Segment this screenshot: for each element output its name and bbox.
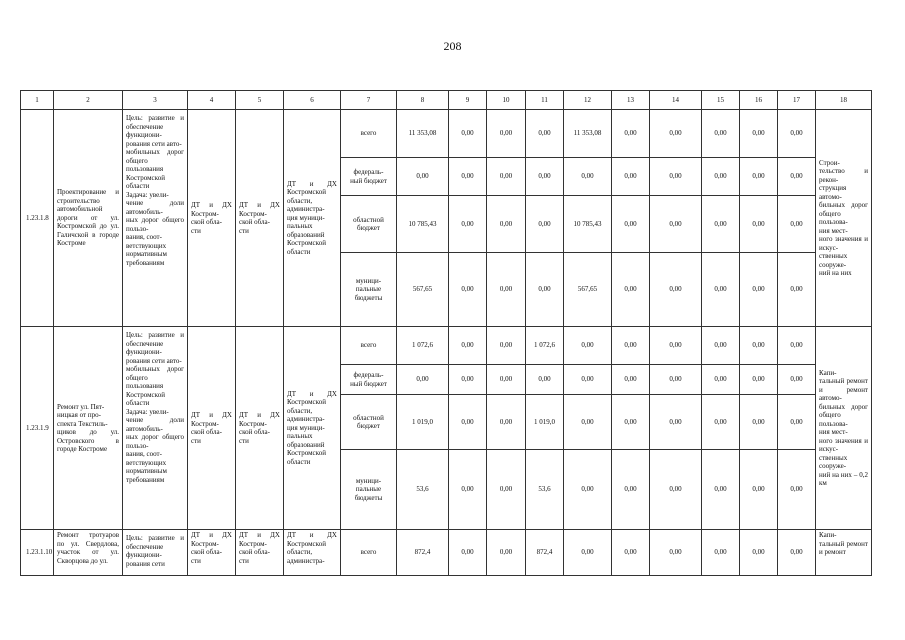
value-cell: 0,00 (487, 395, 526, 450)
value-cell: 0,00 (612, 196, 650, 253)
funding-source: всего (341, 327, 397, 365)
value-cell: 0,00 (612, 450, 650, 530)
value-cell: 0,00 (778, 450, 816, 530)
value-cell: 10 785,43 (564, 196, 612, 253)
funding-source: всего (341, 530, 397, 576)
value-cell: 0,00 (740, 327, 778, 365)
column-number: 11 (526, 91, 564, 110)
value-cell: 0,00 (612, 158, 650, 196)
value-cell: 0,00 (778, 327, 816, 365)
participants: ДТ и ДХ Костромской области, администра- ция муници- пальных образований Костромской области (284, 327, 341, 530)
value-cell: 10 785,43 (397, 196, 449, 253)
value-cell: 0,00 (449, 196, 487, 253)
column-number: 14 (650, 91, 702, 110)
column-number: 6 (284, 91, 341, 110)
participants: ДТ и ДХ Костромской области, администра- (284, 530, 341, 576)
column-number: 12 (564, 91, 612, 110)
table-row (21, 530, 872, 576)
funding-source: всего (341, 110, 397, 158)
column-number: 15 (702, 91, 740, 110)
funding-source: областной бюджет (341, 196, 397, 253)
value-cell: 1 072,6 (397, 327, 449, 365)
co-executor: ДТ и ДХ Костром- ской обла- сти (236, 327, 284, 530)
value-cell: 0,00 (650, 365, 702, 395)
value-cell: 0,00 (564, 158, 612, 196)
funding-source: муници- пальные бюджеты (341, 253, 397, 327)
responsible-executor: ДТ и ДХ Костром- ской обла- сти (188, 530, 236, 576)
value-cell: 0,00 (650, 327, 702, 365)
value-cell: 0,00 (702, 110, 740, 158)
value-cell: 11 353,08 (397, 110, 449, 158)
value-cell: 0,00 (449, 158, 487, 196)
value-cell: 0,00 (650, 158, 702, 196)
value-cell: 53,6 (526, 450, 564, 530)
column-number: 4 (188, 91, 236, 110)
value-cell: 0,00 (778, 530, 816, 576)
expected-result: Капи- тальный ремонт и ремонт (816, 530, 872, 576)
value-cell: 53,6 (397, 450, 449, 530)
value-cell: 0,00 (487, 450, 526, 530)
value-cell: 1 072,6 (526, 327, 564, 365)
value-cell: 0,00 (449, 450, 487, 530)
value-cell: 0,00 (740, 365, 778, 395)
table-row (21, 327, 872, 365)
value-cell: 872,4 (526, 530, 564, 576)
value-cell: 0,00 (449, 253, 487, 327)
value-cell: 0,00 (740, 158, 778, 196)
value-cell: 0,00 (612, 253, 650, 327)
value-cell: 0,00 (740, 395, 778, 450)
value-cell: 0,00 (449, 327, 487, 365)
column-number: 7 (341, 91, 397, 110)
value-cell: 0,00 (650, 110, 702, 158)
column-number: 16 (740, 91, 778, 110)
value-cell: 0,00 (487, 365, 526, 395)
value-cell: 0,00 (740, 196, 778, 253)
expected-result: Капи- тальный ремонт и ремонт автомо- бильных дорог общего пользова- ния мест- ного значения и искус- ственных сооруже- ний на них – 0,2 км (816, 327, 872, 530)
value-cell: 0,00 (778, 253, 816, 327)
value-cell: 0,00 (702, 530, 740, 576)
value-cell: 0,00 (487, 158, 526, 196)
item-code: 1.23.1.10 (21, 530, 54, 576)
funding-source: федераль- ный бюджет (341, 158, 397, 196)
value-cell: 0,00 (449, 365, 487, 395)
value-cell: 0,00 (702, 395, 740, 450)
column-number: 17 (778, 91, 816, 110)
value-cell: 0,00 (650, 395, 702, 450)
value-cell: 0,00 (397, 365, 449, 395)
funding-source: муници- пальные бюджеты (341, 450, 397, 530)
item-name: Ремонт ул. Пят- ницкая от про- спекта Текстиль- щиков до ул. Островского в городе Костроме (54, 327, 123, 530)
co-executor: ДТ и ДХ Костром- ской обла- сти (236, 110, 284, 327)
value-cell: 0,00 (487, 327, 526, 365)
value-cell: 0,00 (612, 395, 650, 450)
item-goal: Цель: развитие и обеспечение функциони- рования сети (123, 530, 188, 576)
item-code: 1.23.1.9 (21, 327, 54, 530)
value-cell: 0,00 (702, 158, 740, 196)
value-cell: 0,00 (702, 327, 740, 365)
value-cell: 0,00 (526, 110, 564, 158)
value-cell: 0,00 (778, 110, 816, 158)
value-cell: 0,00 (612, 110, 650, 158)
column-number: 13 (612, 91, 650, 110)
column-number-row (21, 91, 872, 110)
value-cell: 0,00 (702, 253, 740, 327)
item-goal: Цель: развитие и обеспечение функциони- рования сети авто- мобильных дорог общего пользования Костромской области Задача: увели- чение доли автомобиль- ных дорог общего пользо- вания, соот- ветствующих нормативным требованиям (123, 327, 188, 530)
item-name: Проектирование и строительство автомобильной дороги от ул. Костромской до ул. Галичской в городе Костроме (54, 110, 123, 327)
co-executor: ДТ и ДХ Костром- ской обла- сти (236, 530, 284, 576)
value-cell: 0,00 (612, 365, 650, 395)
table-row (21, 110, 872, 158)
program-table (20, 90, 872, 576)
value-cell: 0,00 (449, 530, 487, 576)
value-cell: 0,00 (526, 365, 564, 395)
column-number: 5 (236, 91, 284, 110)
value-cell: 872,4 (397, 530, 449, 576)
value-cell: 0,00 (449, 110, 487, 158)
column-number: 3 (123, 91, 188, 110)
value-cell: 0,00 (702, 450, 740, 530)
value-cell: 0,00 (397, 158, 449, 196)
value-cell: 0,00 (487, 253, 526, 327)
value-cell: 567,65 (397, 253, 449, 327)
value-cell: 11 353,08 (564, 110, 612, 158)
value-cell: 0,00 (778, 365, 816, 395)
value-cell: 0,00 (564, 450, 612, 530)
column-number: 8 (397, 91, 449, 110)
responsible-executor: ДТ и ДХ Костром- ской обла- сти (188, 327, 236, 530)
value-cell: 0,00 (564, 530, 612, 576)
column-number: 2 (54, 91, 123, 110)
value-cell: 0,00 (778, 196, 816, 253)
value-cell: 0,00 (612, 327, 650, 365)
item-name: Ремонт тротуаров по ул. Свердлова, участок от ул. Скворцова до ул. (54, 530, 123, 576)
value-cell: 0,00 (487, 196, 526, 253)
value-cell: 0,00 (702, 196, 740, 253)
value-cell: 0,00 (564, 327, 612, 365)
value-cell: 0,00 (740, 530, 778, 576)
column-number: 18 (816, 91, 872, 110)
value-cell: 0,00 (564, 365, 612, 395)
value-cell: 0,00 (778, 395, 816, 450)
value-cell: 0,00 (564, 395, 612, 450)
column-number: 10 (487, 91, 526, 110)
value-cell: 0,00 (740, 253, 778, 327)
expected-result: Строи- тельство и рекон- струкция автомо- бильных дорог общего пользова- ния мест- ного значения и искус- ственных сооруже- ний на них (816, 110, 872, 327)
value-cell: 567,65 (564, 253, 612, 327)
value-cell: 1 019,0 (397, 395, 449, 450)
value-cell: 0,00 (650, 253, 702, 327)
value-cell: 0,00 (487, 110, 526, 158)
value-cell: 0,00 (526, 196, 564, 253)
value-cell: 0,00 (449, 395, 487, 450)
value-cell: 0,00 (487, 530, 526, 576)
value-cell: 0,00 (740, 450, 778, 530)
item-goal: Цель: развитие и обеспечение функциони- рования сети авто- мобильных дорог общего пользования Костромской области Задача: увели- чение доли автомобиль- ных дорог общего пользо- вания, соот- ветствующих нормативным требованиям (123, 110, 188, 327)
value-cell: 0,00 (612, 530, 650, 576)
participants: ДТ и ДХ Костромской области, администра- ция муници- пальных образований Костромской области (284, 110, 341, 327)
page-number: 208 (443, 39, 462, 53)
value-cell: 0,00 (526, 253, 564, 327)
funding-source: федераль- ный бюджет (341, 365, 397, 395)
value-cell: 1 019,0 (526, 395, 564, 450)
funding-source: областной бюджет (341, 395, 397, 450)
value-cell: 0,00 (650, 450, 702, 530)
value-cell: 0,00 (526, 158, 564, 196)
column-number: 9 (449, 91, 487, 110)
value-cell: 0,00 (650, 196, 702, 253)
item-code: 1.23.1.8 (21, 110, 54, 327)
value-cell: 0,00 (778, 158, 816, 196)
column-number: 1 (21, 91, 54, 110)
responsible-executor: ДТ и ДХ Костром- ской обла- сти (188, 110, 236, 327)
value-cell: 0,00 (740, 110, 778, 158)
value-cell: 0,00 (702, 365, 740, 395)
value-cell: 0,00 (650, 530, 702, 576)
